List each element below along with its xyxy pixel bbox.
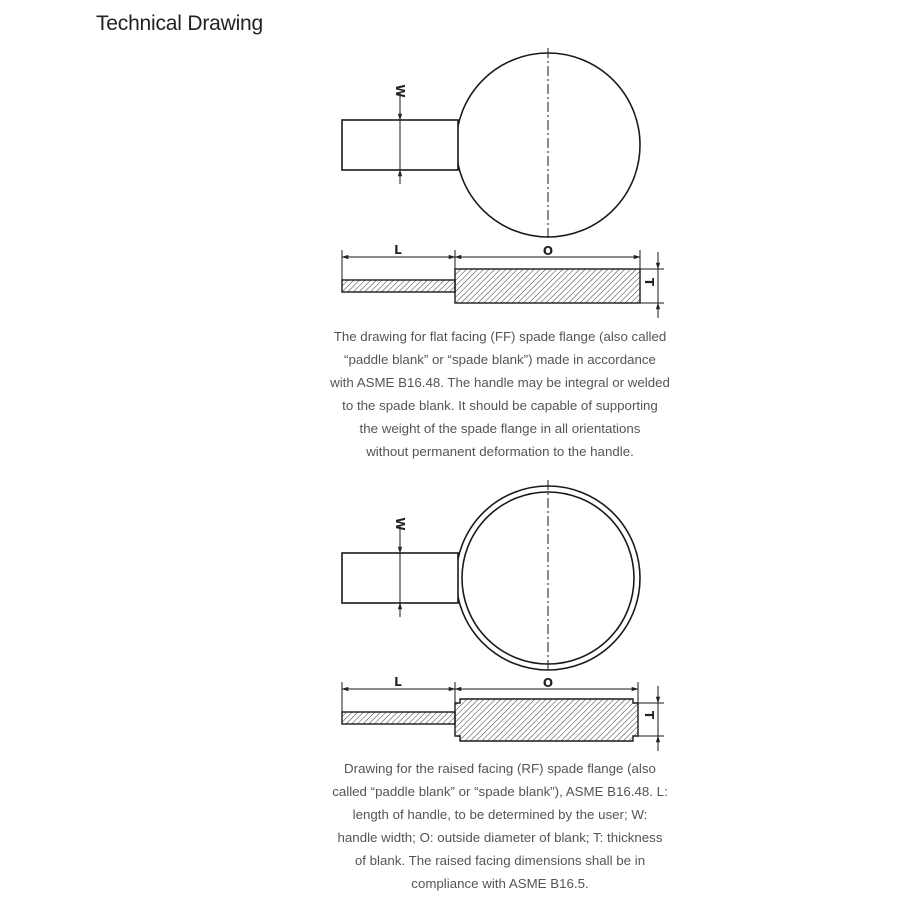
caption-line: length of handle, to be determined by the user; W: [352, 807, 648, 822]
rf-spade-flange-drawing [0, 470, 920, 770]
ff-t-label: T [642, 277, 656, 287]
rf-drawing-caption [330, 757, 670, 895]
ff-l-label: L [394, 243, 402, 257]
ff-o-label: O [542, 244, 554, 258]
ff-blank-section [455, 269, 640, 303]
ff-drawing-caption [330, 325, 670, 463]
caption-line: with ASME B16.48. The handle may be integral or welded [330, 375, 670, 390]
caption-line: “paddle blank” or “spade blank”) made in accordance [344, 352, 656, 367]
caption-line: of blank. The raised facing dimensions shall be in [354, 853, 646, 868]
caption-line: The drawing for flat facing (FF) spade flange (also called [333, 329, 667, 344]
ff-spade-flange-drawing [0, 0, 920, 330]
rf-blank-section [455, 699, 638, 741]
rf-o-label: O [542, 676, 554, 690]
ff-w-label: W [393, 84, 407, 98]
caption-line: to the spade blank. It should be capable of supporting [342, 398, 658, 413]
rf-w-label: W [393, 517, 407, 531]
caption-line: without permanent deformation to the handle. [366, 444, 634, 459]
section-title: Technical Drawing [96, 12, 264, 35]
ff-handle-section [342, 280, 455, 292]
caption-line: called “paddle blank” or “spade blank”), ASME B16.48. L: [332, 784, 668, 799]
rf-l-label: L [394, 675, 402, 689]
caption-line: Drawing for the raised facing (RF) spade flange (also [344, 761, 656, 776]
caption-line: the weight of the spade flange in all orientations [359, 421, 641, 436]
rf-t-label: T [642, 710, 656, 720]
rf-handle-section [342, 712, 455, 724]
caption-line: compliance with ASME B16.5. [411, 876, 589, 891]
caption-line: handle width; O: outside diameter of blank; T: thickness [337, 830, 663, 845]
